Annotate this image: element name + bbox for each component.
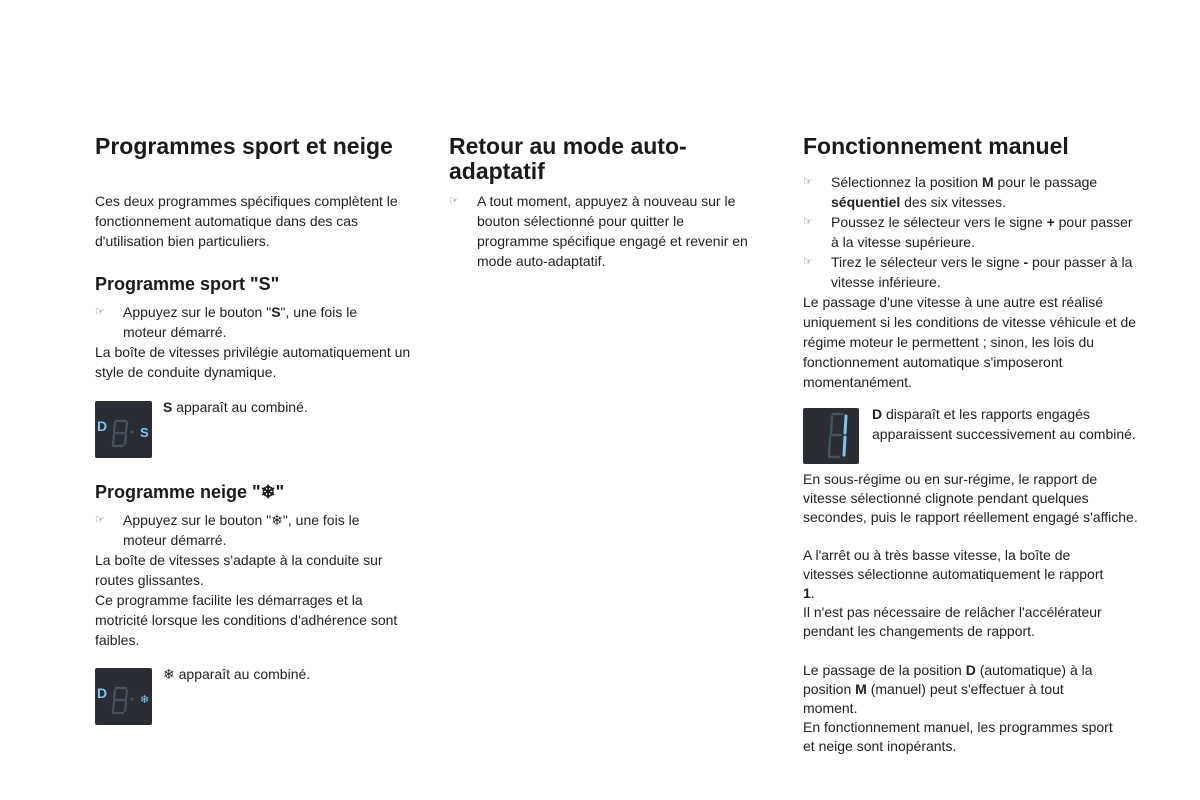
section-title-manual: Fonctionnement manuel [803,133,1069,159]
sport-text: La boîte de vitesses privilégie automatiquement un style de conduite dynamique. [95,344,411,380]
caption-snow: ❄ apparaît au combiné. [163,666,311,682]
section-title-return-line1: Retour au mode auto- [449,133,687,159]
caption-manual: D disparaît et les rapports engagés apparaissent successivement au combiné. [872,406,1136,442]
svg-text:❄: ❄ [140,693,150,706]
bullet-manual-2: ☞ Poussez le sélecteur vers le signe + pour passer à la vitesse supérieure. [803,214,1133,250]
bullet-return: ☞ A tout moment, appuyez à nouveau sur le bouton sélectionné pour quitter le programme spécifique engagé et revenir en mode auto-adaptatif. [449,193,748,269]
gear-display-snow-icon [95,668,152,725]
manual-text-3: A l'arrêt ou à très basse vitesse, la boîte de vitesses sélectionne automatiquement le rapport 1. [803,547,1104,601]
hand-pointer-icon: ☞ [95,514,105,526]
gear-one-display-icon [803,408,859,464]
hand-pointer-icon: ☞ [95,306,105,318]
manual-text-2: En sous-régime ou en sur-régime, le rapport de vitesse sélectionné clignote pendant quelques secondes, puis le rapport réellement engagé s'affiche. [803,471,1138,525]
bullet-sport: ☞ Appuyez sur le bouton "S", une fois le moteur démarré. [95,304,358,340]
manual-text-4: Il n'est pas nécessaire de relâcher l'accélérateur pendant les changements de rapport. [803,604,1102,639]
hand-pointer-icon: ☞ [803,256,813,268]
heading-sport: Programme sport "S" [95,274,280,294]
intro-text: Ces deux programmes spécifiques complètent le fonctionnement automatique dans des cas d'utilisation bien particuliers. [95,193,398,249]
bullet-manual-1: ☞ Sélectionnez la position M pour le passage séquentiel des six vitesses. [803,174,1098,210]
snow-text-1: La boîte de vitesses s'adapte à la conduite sur routes glissantes. [95,552,383,588]
hand-pointer-icon: ☞ [449,195,459,207]
snow-text-2: Ce programme facilite les démarrages et la motricité lorsque les conditions d'adhérence sont faibles. [95,592,398,648]
dashboard-display-snow [95,668,152,725]
section-title-return-line2: adaptatif [449,158,545,184]
manual-text-6: En fonctionnement manuel, les programmes sport et neige sont inopérants. [803,719,1113,754]
svg-text:D: D [97,685,108,701]
bullet-manual-3: ☞ Tirez le sélecteur vers le signe - pour passer à la vitesse inférieure. [803,254,1133,290]
bullet-snow: ☞ Appuyez sur le bouton "❄", une fois le moteur démarré. [95,512,360,548]
gear-display-sport-icon [95,401,152,458]
hand-pointer-icon: ☞ [803,216,813,228]
heading-snow: Programme neige "❄" [95,482,285,502]
svg-text:S: S [140,425,149,440]
dashboard-display-manual [803,408,859,464]
manual-text-1: Le passage d'une vitesse à une autre est réalisé uniquement si les conditions de vitesse véhicule et de régime moteur le permettent ; sinon, les lois du fonctionnement automatique s'imposeront momentanément. [803,294,1137,390]
dashboard-display-sport [95,401,152,458]
caption-sport: S apparaît au combiné. [163,399,308,415]
hand-pointer-icon: ☞ [803,176,813,188]
manual-text-5: Le passage de la position D (automatique) à la position M (manuel) peut s'effectuer à tout moment. [803,662,1093,716]
svg-text:D: D [97,418,108,434]
section-title-sport-snow: Programmes sport et neige [95,133,393,159]
